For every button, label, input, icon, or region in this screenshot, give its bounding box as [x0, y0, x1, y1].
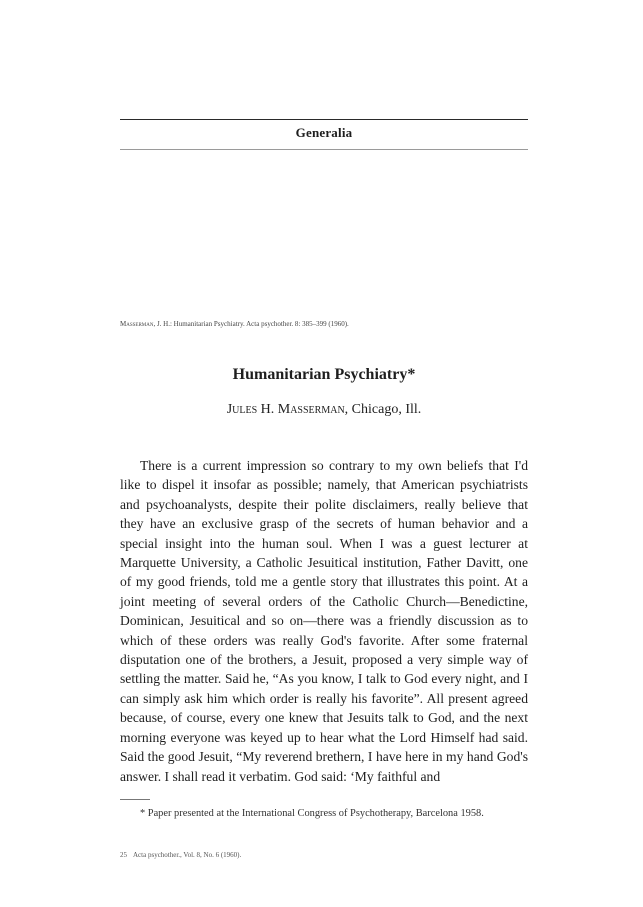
footnote-rule — [120, 799, 150, 800]
journal-reference: Acta psychother., Vol. 8, No. 6 (1960). — [133, 851, 242, 859]
citation-author: Masserman — [120, 320, 154, 328]
page-footer — [120, 851, 241, 859]
footnote-marker: * — [407, 366, 416, 383]
article-body-paragraph: There is a current impression so contrary to my own beliefs that I'd like to dispel it insofar as possible; namely, that American psychiatrists and psychoanalysts, despite their polite disclaimers, really believe that they have an exclusive grasp of the secrets of human behavior and a special insight into the human soul. When I was a guest lecturer at Marquette University, a Catholic Jesuitical institution, Father Davitt, one of my good friends, told me a gentle story that illustrates this point. At a joint meeting of several orders of the Catholic Church—Benedictine, Dominican, Jesuitical and so on—there was a friendly discussion as to which of these orders was really God's favorite. After some fraternal disputation one of the brothers, a Jesuit, proposed a very simple way of settling the matter. Said he, “As you know, I talk to God every night, and I can simply ask him which order is really his favorite”. All present agreed because, of course, every one knew that Jesuits talk to God, and the next morning everyone was keyed up to hear what the Lord Himself had said. Said the good Jesuit, “My reverend brethern, I have here in my hand God's answer. I shall read it verbatim. God said: ‘My faithful and — [120, 458, 528, 784]
page-number: 25 — [120, 851, 127, 859]
section-title: Generalia — [295, 125, 353, 140]
author-affiliation: , Chicago, Ill. — [344, 402, 422, 417]
citation-details: , J. H.: Humanitarian Psychiatry. Acta psychother. 8: 385–399 (1960). — [153, 320, 349, 328]
footnote: * Paper presented at the International Congress of Psychotherapy, Barcelona 1958. — [140, 808, 484, 819]
author-name: Jules H. Masserman — [226, 402, 345, 417]
header-rule-top — [120, 119, 528, 120]
article-title-text: Humanitarian Psychiatry — [232, 366, 408, 383]
article-author — [120, 402, 528, 418]
header-rule-bottom — [120, 149, 528, 150]
article-title — [120, 366, 528, 384]
citation-line — [120, 320, 349, 328]
